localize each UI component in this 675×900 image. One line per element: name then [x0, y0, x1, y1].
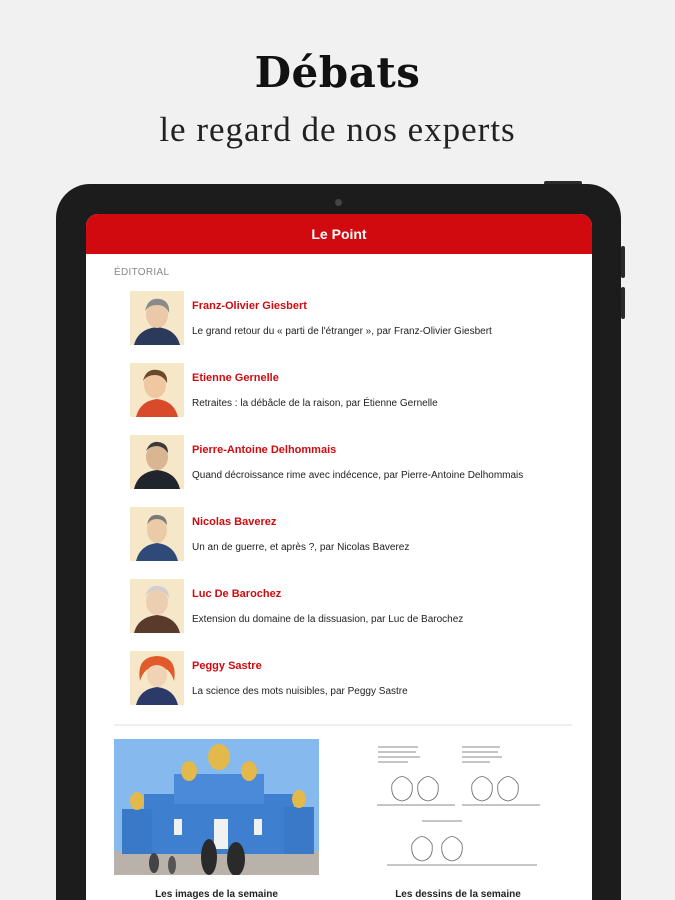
author-portrait	[130, 363, 184, 417]
author-name: Peggy Sastre	[192, 660, 262, 672]
editorial-item[interactable]	[130, 507, 570, 579]
editorial-headline: Extension du domaine de la dissuasion, par Luc de Barochez	[192, 614, 464, 625]
camera-icon	[335, 199, 342, 206]
author-portrait	[130, 579, 184, 633]
section-divider	[114, 724, 572, 726]
author-portrait	[130, 291, 184, 345]
author-name: Luc De Barochez	[192, 588, 282, 600]
drawings-of-week-label: Les dessins de la semaine	[395, 889, 521, 900]
images-of-week-thumbnail[interactable]	[114, 739, 319, 875]
app-screen	[86, 214, 592, 900]
editorial-list	[130, 291, 570, 723]
editorial-item[interactable]	[130, 291, 570, 363]
section-label: ÉDITORIAL	[114, 267, 170, 278]
author-portrait	[130, 435, 184, 489]
editorial-item[interactable]	[130, 579, 570, 651]
author-name: Franz-Olivier Giesbert	[192, 300, 307, 312]
editorial-item[interactable]	[130, 651, 570, 723]
editorial-headline: Retraites : la débâcle de la raison, par Étienne Gernelle	[192, 398, 438, 409]
editorial-item[interactable]	[130, 363, 570, 435]
app-header	[86, 214, 592, 254]
editorial-item[interactable]	[130, 435, 570, 507]
images-of-week-label: Les images de la semaine	[155, 889, 278, 900]
promo-title: Débats	[254, 48, 421, 97]
tablet-volume-up-button	[621, 246, 625, 278]
drawings-of-week-thumbnail[interactable]	[372, 739, 544, 875]
editorial-headline: Le grand retour du « parti de l'étranger », par Franz-Olivier Giesbert	[192, 326, 492, 337]
editorial-headline: Un an de guerre, et après ?, par Nicolas Baverez	[192, 542, 410, 553]
author-portrait	[130, 507, 184, 561]
app-logo: Le Point	[311, 226, 367, 242]
tablet-frame	[56, 184, 621, 900]
author-name: Pierre-Antoine Delhommais	[192, 444, 337, 456]
author-name: Etienne Gernelle	[192, 372, 279, 384]
author-portrait	[130, 651, 184, 705]
tablet-volume-down-button	[621, 287, 625, 319]
author-name: Nicolas Baverez	[192, 516, 277, 528]
editorial-headline: Quand décroissance rime avec indécence, par Pierre-Antoine Delhommais	[192, 470, 524, 481]
editorial-headline: La science des mots nuisibles, par Peggy Sastre	[192, 686, 408, 697]
promo-subtitle: le regard de nos experts	[159, 110, 516, 149]
